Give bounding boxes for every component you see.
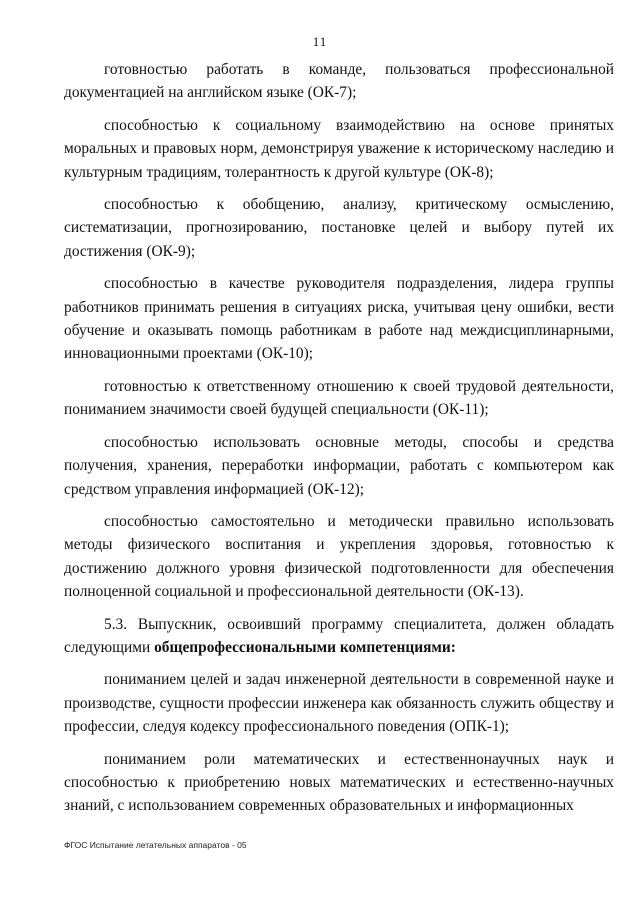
paragraph-ok-13: способностью самостоятельно и методически правильно использовать методы физического воспитания и укрепления здоровья, готовностью к достижению должного уровня физической подготовленности для обеспечения полноценной социальной и профессиональной деятельности (ОК-13). — [64, 512, 614, 601]
section-5-3-paragraph — [64, 613, 614, 660]
paragraph-ok-12: способностью использовать основные методы, способы и средства получения, хранения, переработки информации, работать с компьютером как средством управления информацией (ОК-12); — [64, 433, 614, 498]
page-number: 11 — [312, 34, 328, 49]
paragraph-opk-2-partial: пониманием роли математических и естественнонаучных наук и способностью к приобретению новых математических и естественно-научных знаний, с использованием современных образовательных и информационных — [64, 750, 614, 815]
section-5-3-bold-term: общепрофессиональными компетенциями: — [154, 638, 456, 656]
paragraph-ok-7: готовностью работать в команде, пользоваться профессиональной документацией на английском языке (ОК-7); — [64, 61, 614, 102]
page-footer: ФГОС Испытание летательных аппаратов - 05 — [64, 840, 247, 850]
paragraph-ok-10: способностью в качестве руководителя подразделения, лидера группы работников принимать решения в ситуациях риска, учитывая цену ошибки, вести обучение и оказывать помощь работникам в работе над междисциплинарными, инновационными проектами (ОК-10); — [64, 275, 614, 363]
section-5-3-lead: 5.3. Выпускник, освоивший программу специалитета, должен обладать следующими — [64, 615, 614, 656]
body-text — [64, 58, 614, 822]
paragraph-ok-11: готовностью к ответственному отношению к своей трудовой деятельности, пониманием значимости своей будущей специальности (ОК-11); — [64, 377, 614, 419]
paragraph-ok-8: способностью к социальному взаимодействию на основе принятых моральных и правовых норм, демонстрируя уважение к историческому наследию и культурным традициям, толерантность к другой культуре (ОК-8); — [64, 116, 614, 181]
paragraph-opk-1: пониманием целей и задач инженерной деятельности в современной науке и производстве, сущности профессии инженера как обязанность служить обществу и профессии, следуя кодексу профессионального поведения (ОПК-1); — [64, 671, 614, 736]
paragraph-ok-9: способностью к обобщению, анализу, критическому осмыслению, систематизации, прогнозированию, постановке целей и выбору путей их достижения (ОК-9); — [64, 196, 614, 260]
